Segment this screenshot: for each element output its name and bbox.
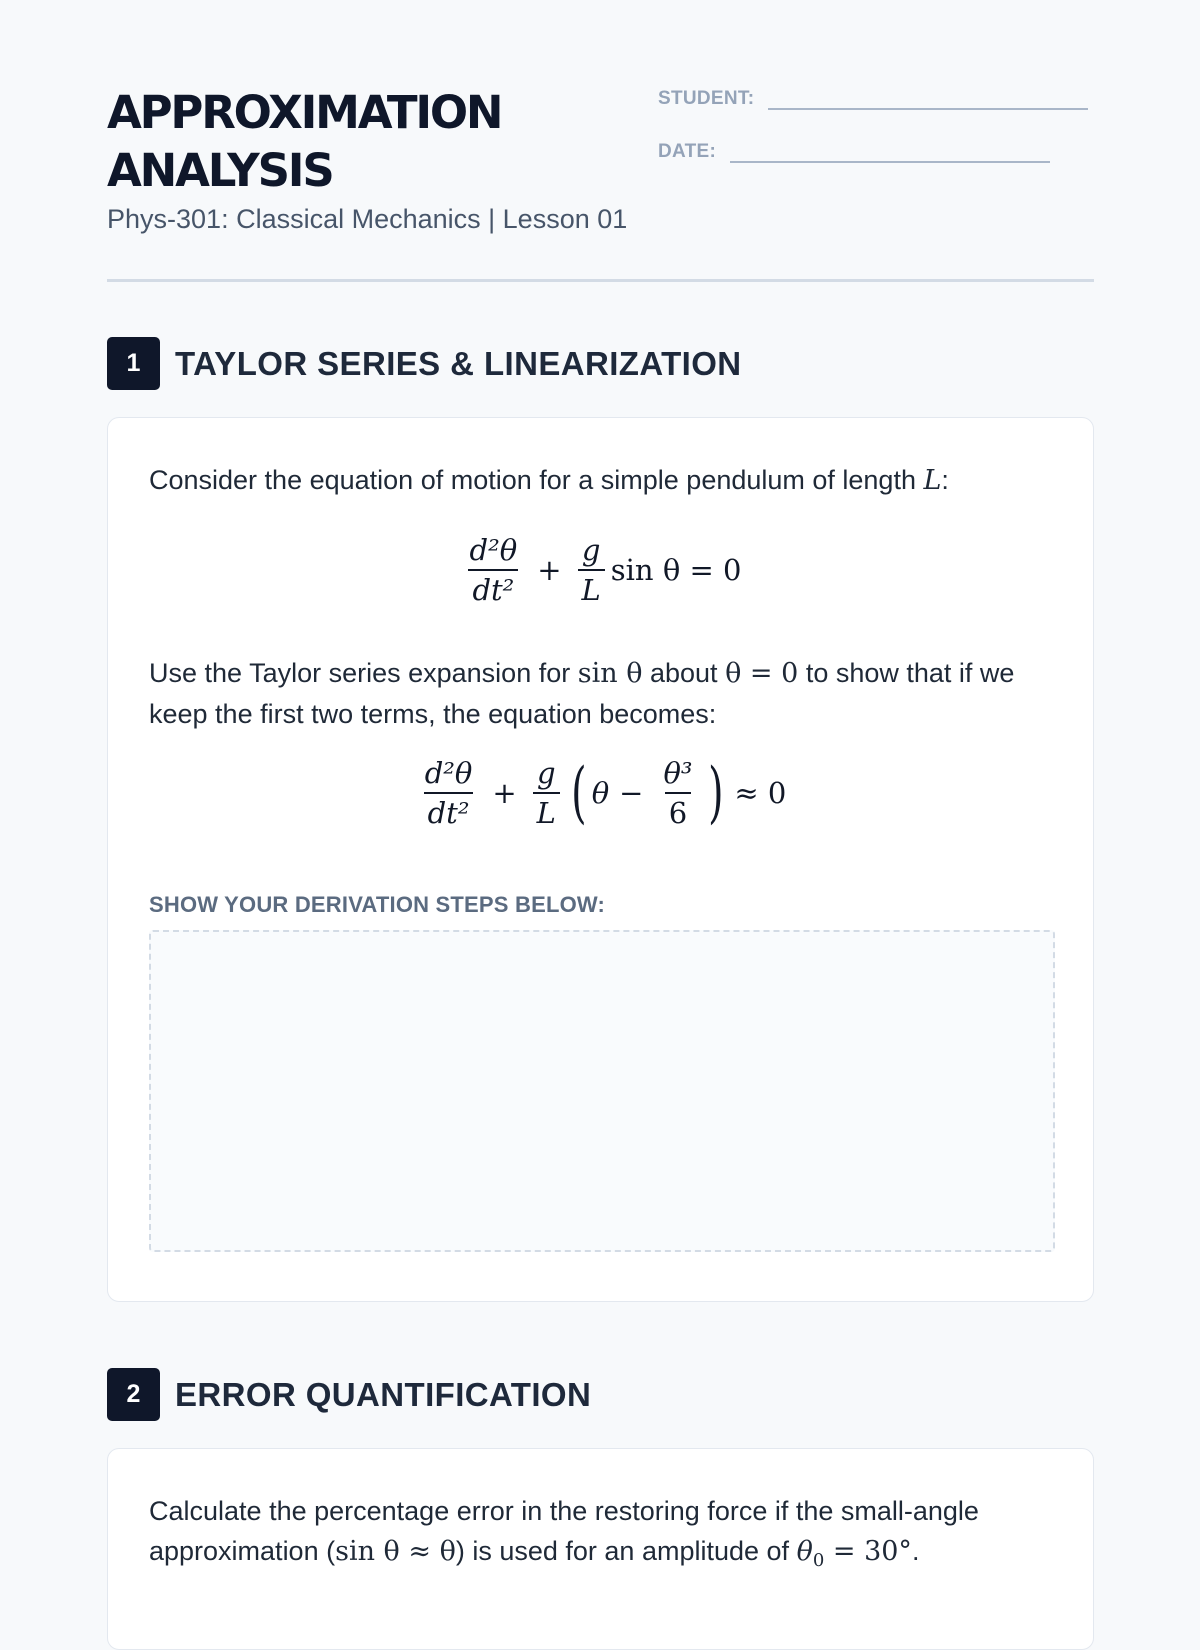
- date-line[interactable]: [730, 141, 1050, 163]
- eq2-den: dt²: [424, 792, 474, 828]
- section-2-heading: [107, 1368, 591, 1421]
- equation-taylor: [108, 754, 1093, 831]
- eq1-coef-den: L: [578, 569, 605, 605]
- eq2-cubic-den: 6: [665, 792, 691, 828]
- derivation-answer-area[interactable]: [149, 930, 1055, 1252]
- date-field: [658, 141, 1050, 163]
- intro-variable: L: [923, 465, 942, 496]
- eq2-cubic-term: [659, 758, 696, 828]
- title-line-1: APPROXIMATION: [107, 86, 502, 139]
- q2-sub: 0: [812, 1550, 825, 1571]
- eq1-coefficient: [578, 535, 605, 605]
- section-1-number: 1: [107, 337, 160, 390]
- para2-text-a: Use the Taylor series expansion for: [149, 658, 571, 688]
- para2-text-c: to show that if we keep the first two terms, the equation becomes:: [149, 658, 1015, 729]
- left-paren: (: [571, 754, 587, 831]
- para2-math-sin: sin θ: [577, 658, 643, 689]
- eq2-derivative: [421, 758, 477, 828]
- eq2-approx: ≈ 0: [734, 776, 787, 810]
- page-title: [107, 84, 501, 200]
- q2-theta: θ: [796, 1536, 813, 1567]
- para2-math-theta-zero: θ = 0: [725, 658, 799, 689]
- right-paren: ): [707, 754, 724, 831]
- section-2-question: [149, 1491, 1059, 1581]
- student-name-line[interactable]: [768, 88, 1088, 110]
- student-field: [658, 88, 1088, 110]
- eq1-plus: +: [537, 553, 562, 587]
- eq1-coef-num: g: [581, 533, 601, 567]
- title-line-2: ANALYSIS: [107, 144, 333, 197]
- section-1-card: [107, 417, 1094, 1302]
- eq2-plus: +: [492, 776, 517, 810]
- header-divider: [107, 279, 1094, 282]
- q2-text-b: ) is used for an amplitude of: [455, 1536, 790, 1566]
- eq2-minus: −: [619, 776, 644, 810]
- derivation-label: SHOW YOUR DERIVATION STEPS BELOW:: [149, 892, 605, 917]
- date-label: DATE:: [658, 141, 717, 162]
- equation-pendulum: [108, 535, 1093, 605]
- intro-text: Consider the equation of motion for a simple pendulum of length: [149, 465, 916, 495]
- q2-end: .: [911, 1536, 920, 1566]
- para2-text-b: about: [649, 658, 718, 688]
- q2-amplitude: [796, 1536, 912, 1571]
- eq1-function: sin θ = 0: [610, 553, 742, 587]
- q2-value: = 30°: [824, 1536, 912, 1567]
- section-1-instruction: [149, 653, 1059, 734]
- student-label: STUDENT:: [658, 88, 755, 109]
- section-2-card: [107, 1448, 1094, 1650]
- eq2-cubic-num: θ³: [663, 756, 693, 790]
- eq1-num: d²θ: [469, 533, 518, 567]
- section-1-intro: [149, 460, 1059, 501]
- eq2-coef-den: L: [533, 792, 560, 828]
- eq1-derivative: [466, 535, 522, 605]
- section-2-title: ERROR QUANTIFICATION: [175, 1375, 592, 1413]
- eq2-coefficient: [533, 758, 560, 828]
- course-subtitle: Phys-301: Classical Mechanics | Lesson 01: [107, 204, 628, 234]
- section-1-heading: [107, 337, 742, 390]
- q2-text-a: Calculate the percentage error in the restoring force if the small-angle approximation (: [149, 1496, 979, 1566]
- eq2-theta: θ: [591, 776, 610, 810]
- eq2-coef-num: g: [537, 756, 556, 790]
- eq2-num: d²θ: [424, 756, 473, 790]
- intro-end: :: [941, 465, 949, 495]
- q2-math-approx: sin θ ≈ θ: [335, 1536, 456, 1567]
- eq1-den: dt²: [468, 569, 518, 605]
- section-2-number: 2: [107, 1368, 160, 1421]
- section-1-title: TAYLOR SERIES & LINEARIZATION: [175, 344, 742, 382]
